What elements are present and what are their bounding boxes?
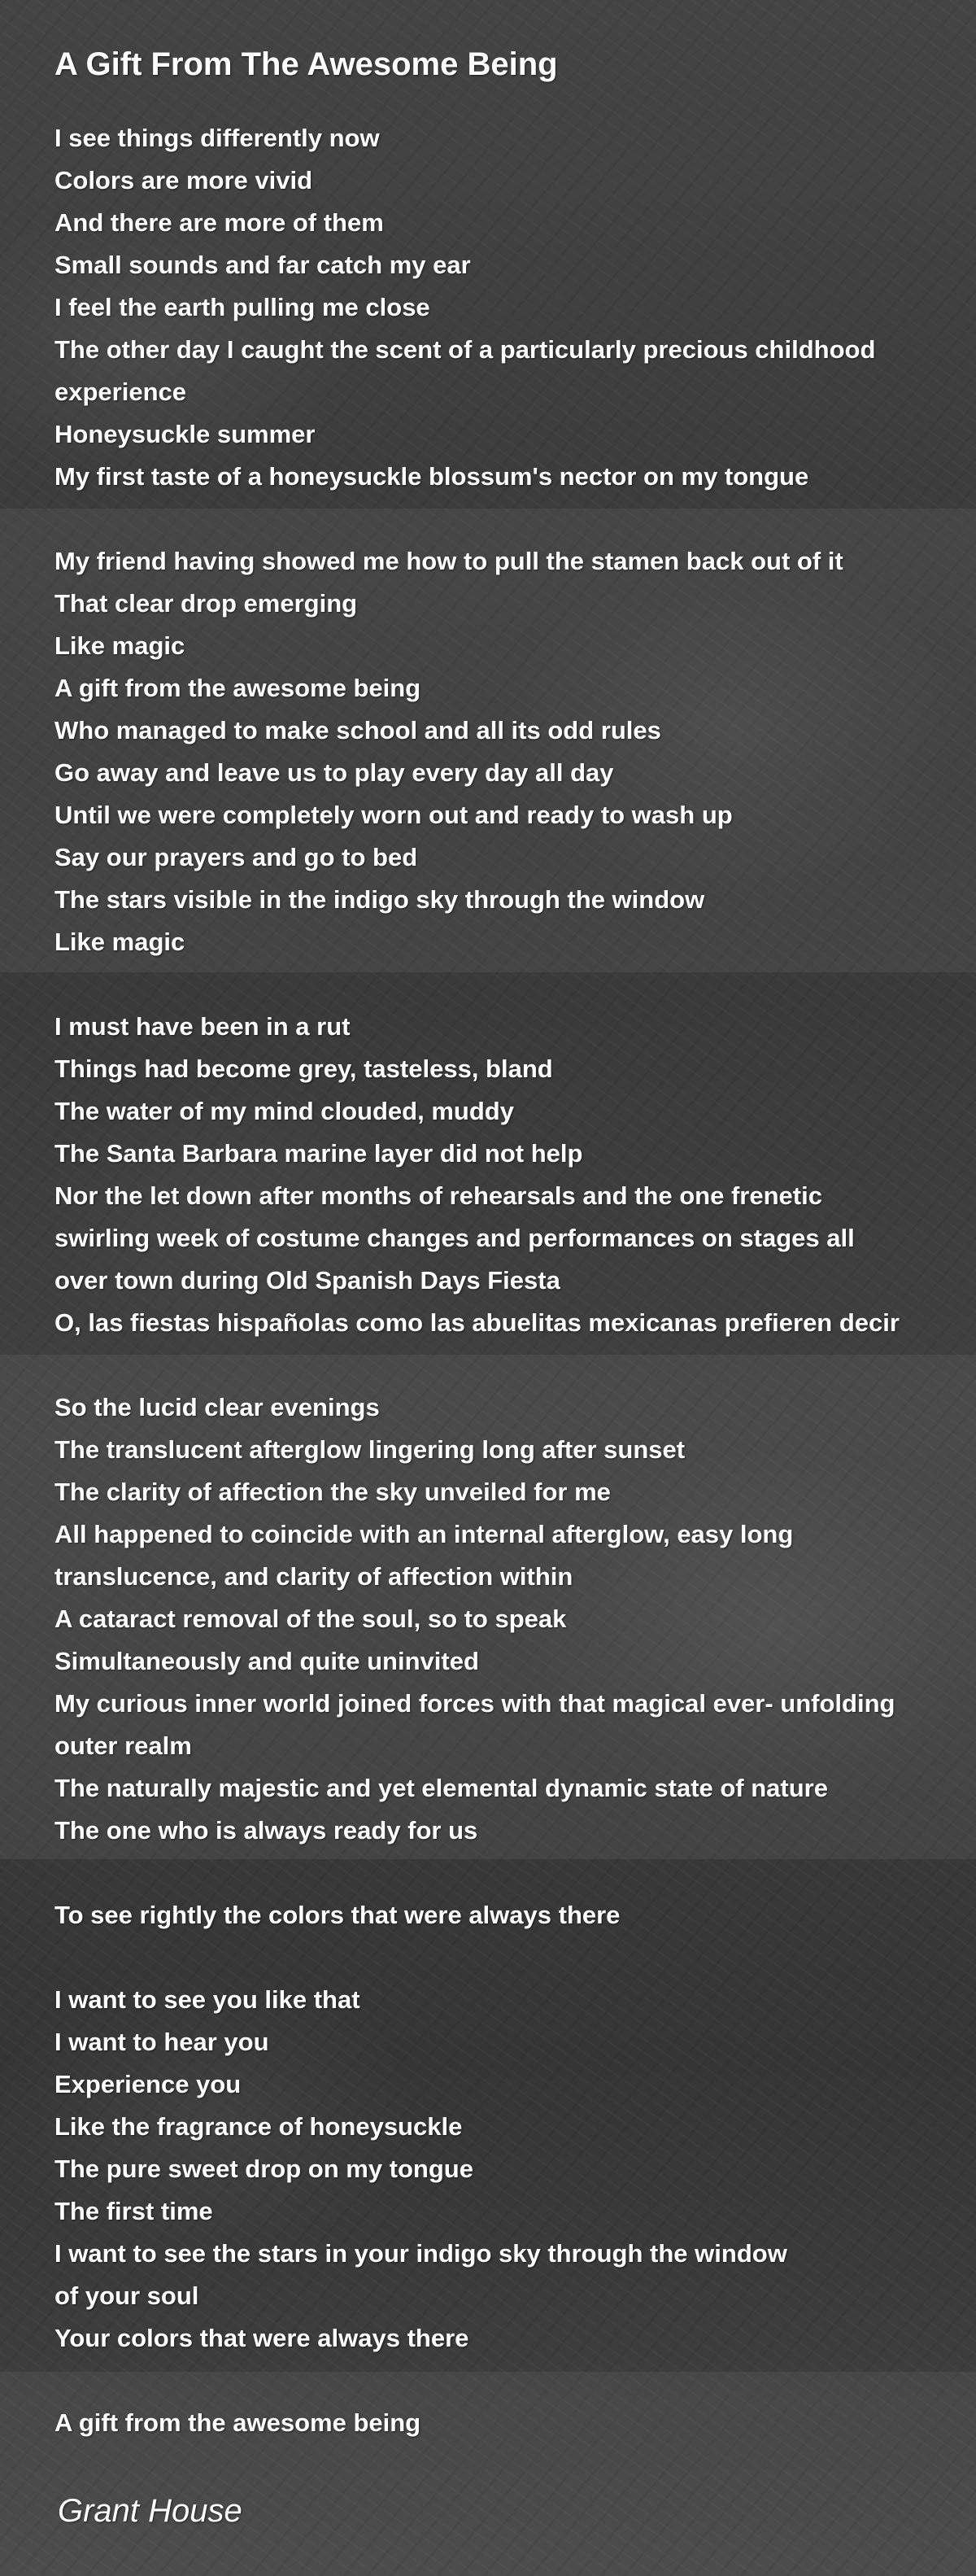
poem-line: translucence, and clarity of affection within xyxy=(54,1562,573,1591)
poem-line: over town during Old Spanish Days Fiesta xyxy=(54,1266,560,1295)
poem-line: Experience you xyxy=(54,2070,242,2098)
poem-line: All happened to coincide with an internal afterglow, easy long xyxy=(54,1520,794,1548)
poem-line: Honeysuckle summer xyxy=(54,420,316,448)
poem-title: A Gift From The Awesome Being xyxy=(54,46,558,82)
poem-line: Go away and leave us to play every day all day xyxy=(54,758,614,787)
poem-line: To see rightly the colors that were always there xyxy=(54,1901,621,1929)
poem-line: Colors are more vivid xyxy=(54,166,313,194)
poem-line: I want to see the stars in your indigo sky through the window xyxy=(54,2239,787,2268)
poem-line: I see things differently now xyxy=(54,124,380,152)
poem-line: The stars visible in the indigo sky through the window xyxy=(54,885,705,914)
poem-line: The water of my mind clouded, muddy xyxy=(54,1097,514,1125)
poem-line: A gift from the awesome being xyxy=(54,2408,421,2437)
poem-line: I want to hear you xyxy=(54,2028,269,2056)
poem-line: The one who is always ready for us xyxy=(54,1816,478,1845)
poem-line: O, las fiestas hispañolas como las abuelitas mexicanas prefieren decir xyxy=(54,1308,900,1337)
poem-line: Nor the let down after months of rehearsals and the one frenetic xyxy=(54,1181,822,1210)
poem-line: I want to see you like that xyxy=(54,1985,360,2014)
poem-line: of your soul xyxy=(54,2281,199,2310)
poem-content xyxy=(54,39,949,2535)
poem-stanza xyxy=(54,540,949,963)
poem-line: Say our prayers and go to bed xyxy=(54,843,418,871)
poem-line: Your colors that were always there xyxy=(54,2324,469,2352)
poem-stanza xyxy=(54,1386,949,1852)
poem-line: A cataract removal of the soul, so to speak xyxy=(54,1605,567,1633)
poem-line: Like the fragrance of honeysuckle xyxy=(54,2112,463,2141)
poem-line: The naturally majestic and yet elemental dynamic state of nature xyxy=(54,1774,828,1802)
poem-line: Like magic xyxy=(54,928,185,956)
poem-line: The translucent afterglow lingering long after sunset xyxy=(54,1435,686,1464)
poem-stanza xyxy=(54,1006,949,1344)
poem-line: The clarity of affection the sky unveiled for me xyxy=(54,1478,611,1506)
poem-line: Who managed to make school and all its odd rules xyxy=(54,716,661,744)
poem-line: The first time xyxy=(54,2197,213,2225)
poem-stanza xyxy=(54,117,949,498)
poem-line: Like magic xyxy=(54,631,185,660)
poem-line: My friend having showed me how to pull the stamen back out of it xyxy=(54,547,843,575)
poem-stanza xyxy=(54,1979,949,2360)
poem-line: experience xyxy=(54,378,186,406)
poem-line: That clear drop emerging xyxy=(54,589,358,618)
poem-line: Simultaneously and quite uninvited xyxy=(54,1647,479,1675)
poem-line: The pure sweet drop on my tongue xyxy=(54,2155,473,2183)
poem-author: Grant House xyxy=(58,2493,242,2529)
poem-line: The other day I caught the scent of a particularly precious childhood xyxy=(54,335,876,364)
poem-line: So the lucid clear evenings xyxy=(54,1393,380,1421)
poem-line: A gift from the awesome being xyxy=(54,674,421,702)
poem-line: The Santa Barbara marine layer did not help xyxy=(54,1139,583,1168)
poem-line: I feel the earth pulling me close xyxy=(54,293,430,321)
poem-line: outer realm xyxy=(54,1731,192,1760)
poem-line: swirling week of costume changes and performances on stages all xyxy=(54,1224,855,1252)
poem-line: Things had become grey, tasteless, bland xyxy=(54,1054,553,1083)
poem-line: Small sounds and far catch my ear xyxy=(54,251,471,279)
poem-stanza xyxy=(54,1894,949,1936)
poem-body xyxy=(54,117,949,2444)
poem-line: And there are more of them xyxy=(54,208,384,237)
poem-line: Until we were completely worn out and ready to wash up xyxy=(54,801,733,829)
poem-line: My curious inner world joined forces with that magical ever- unfolding xyxy=(54,1689,895,1718)
poem-stanza xyxy=(54,2402,949,2444)
poem-line: I must have been in a rut xyxy=(54,1012,351,1041)
poem-line: My first taste of a honeysuckle blossum's nector on my tongue xyxy=(54,462,809,491)
